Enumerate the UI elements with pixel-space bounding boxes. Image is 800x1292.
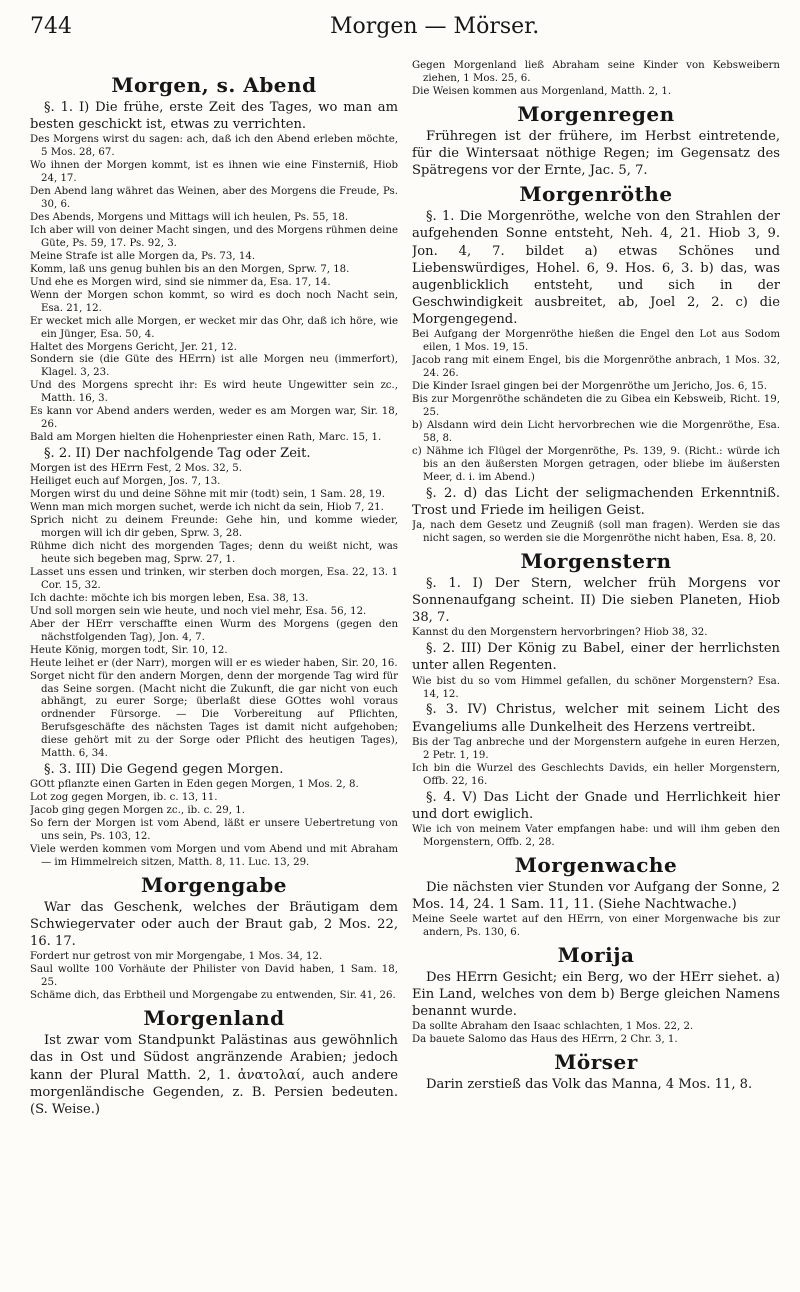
citation-line: Den Abend lang währet das Weinen, aber des Morgens die Freude, Ps. 30, 6. <box>30 186 398 211</box>
definition-paragraph: §. 2. III) Der König zu Babel, einer der herrlichsten unter allen Regenten. <box>412 641 780 674</box>
citation-line: GOtt pflanzte einen Garten in Eden gegen Morgen, 1 Mos. 2, 8. <box>30 779 359 791</box>
citation-line: Ich bin die Wurzel des Geschlechts Davids, ein heller Morgenstern, Offb. 22, 16. <box>412 762 780 787</box>
definition-paragraph: Darin zerstieß das Volk das Manna, 4 Mos. 11, 8. <box>426 1077 753 1093</box>
entry-title: Morgenstern <box>520 548 672 573</box>
citation-line: Fordert nur getrost von mir Morgengabe, 1 Mos. 34, 12. <box>30 951 323 963</box>
definition-paragraph: Des HErrn Gesicht; ein Berg, wo der HErr siehet. a) Ein Land, welches von dem b) Berge gleichen Namens benannt wurde. <box>412 969 780 1020</box>
citation-line: Heiliget euch auf Morgen, Jos. 7, 13. <box>30 476 221 488</box>
citation-line: So fern der Morgen ist vom Abend, läßt er unsere Uebertretung von uns sein, Ps. 103, 12. <box>30 818 398 843</box>
citation-line: Da bauete Salomo das Haus des HErrn, 2 Chr. 3, 1. <box>412 1034 678 1046</box>
definition-paragraph: Ist zwar vom Standpunkt Palästinas aus gewöhnlich das in Ost und Südost angränzende Arabien; jedoch kann der Plural Matth. 2, 1. ἀνατολαί, auch andere morgenländische Gegenden, z. B. Persien bedeuten. (S. Weise.) <box>30 1033 398 1117</box>
citation-line: Jacob rang mit einem Engel, bis die Morgenröthe anbrach, 1 Mos. 32, 24. 26. <box>412 355 780 380</box>
entry-title: Morgenröthe <box>519 182 673 207</box>
citation-line: Morgen ist des HErrn Fest, 2 Mos. 32, 5. <box>30 463 242 475</box>
citation-line: Bald am Morgen hielten die Hohenpriester einen Rath, Marc. 15, 1. <box>30 432 382 444</box>
citation-line: Des Abends, Morgens und Mittags will ich heulen, Ps. 55, 18. <box>30 212 349 223</box>
citation-line: Wo ihnen der Morgen kommt, ist es ihnen wie eine Finsterniß, Hiob 24, 17. <box>30 160 398 185</box>
citation-line: Viele werden kommen vom Morgen und vom Abend und mit Abraham — im Himmelreich sitzen, Matth. 8, 11. Luc. 13, 29. <box>30 844 398 869</box>
citation-line: Saul wollte 100 Vorhäute der Philister von David haben, 1 Sam. 18, 25. <box>30 964 398 989</box>
citation-line: Es kann vor Abend anders werden, weder es am Morgen war, Sir. 18, 26. <box>30 406 398 431</box>
entry-title: Morgenregen <box>517 101 675 126</box>
citation-line: Sorget nicht für den andern Morgen, denn der morgende Tag wird für das Seine sorgen. (Macht nicht die Zukunft, die gar nicht von euch abhängt, zu eurer Sorge; überlaßt diese GOttes wohl voraus ordnender Fürsorge. — Die Vorbereitung auf Pflichten, Berufsgeschäfte des nächsten Tages ist damit nicht aufgehoben; diese gehört mit zu der Sorge oder Pflicht des heutigen Tages), Matth. 6, 34. <box>30 670 398 760</box>
citation-line: Ja, nach dem Gesetz und Zeugniß (soll man fragen). Werden sie das nicht sagen, so werden sie die Morgenröthe nicht haben, Esa. 8, 20. <box>412 519 780 544</box>
citation-line: Sondern sie (die Güte des HErrn) ist alle Morgen neu (immerfort), Klagel. 3, 23. <box>30 354 398 379</box>
entry-title: Morija <box>557 942 635 967</box>
definition-paragraph: §. 1. Die Morgenröthe, welche von den Strahlen der aufgehenden Sonne entsteht, Neh. 4, 21. Hiob 3, 9. Jon. 4, 7. bildet a) etwas Schönes und Liebenswürdiges, Hohel. 6, 9. Hos. 6, 3. b) das, was augenblicklich entsteht, und sich in der Geschwindigkeit ausbreitet, ab, Joel 2, 2. c) die Morgengegend. <box>412 209 780 328</box>
definition-paragraph: §. 1. I) Die frühe, erste Zeit des Tages, wo man am besten geschickt ist, etwas zu verrichten. <box>30 100 398 133</box>
citation-line: Meine Strafe ist alle Morgen da, Ps. 73, 14. <box>30 250 256 262</box>
entry-title: Morgen, s. Abend <box>111 73 317 97</box>
citation-line: Bis zur Morgenröthe schändeten die zu Gibea ein Kebsweib, Richt. 19, 25. <box>412 394 780 418</box>
citation-line: Und des Morgens sprecht ihr: Es wird heute Ungewitter sein zc., Matth. 16, 3. <box>30 380 398 405</box>
citation-line: Kannst du den Morgenstern hervorbringen? Hiob 38, 32. <box>412 627 708 639</box>
citation-line: Die Weisen kommen aus Morgenland, Matth. 2, 1. <box>412 85 672 97</box>
citation-line: Wenn man mich morgen suchet, werde ich nicht da sein, Hiob 7, 21. <box>30 502 384 514</box>
citation-line: Heute leihet er (der Narr), morgen will er es wieder haben, Sir. 20, 16. <box>30 657 398 669</box>
citation-line: Morgen wirst du und deine Söhne mit mir (todt) sein, 1 Sam. 28, 19. <box>30 489 385 501</box>
citation-line: Die Kinder Israel gingen bei der Morgenröthe um Jericho, Jos. 6, 15. <box>412 381 768 393</box>
citation-line: Aber der HErr verschaffte einen Wurm des Morgens (gegen den nächstfolgenden Tag), Jon. 4, 7. <box>30 618 398 643</box>
citation-line: Sprich nicht zu deinem Freunde: Gehe hin, und komme wieder, morgen will ich dir geben, Sprw. 3, 28. <box>30 515 398 540</box>
entry-title: Morgenwache <box>514 852 678 877</box>
definition-paragraph: §. 3. III) Die Gegend gegen Morgen. <box>44 762 284 778</box>
entry-title: Mörser <box>554 1050 638 1075</box>
citation-line: Heute König, morgen todt, Sir. 10, 12. <box>30 644 228 656</box>
entry-title: Morgenland <box>143 1006 285 1031</box>
definition-paragraph: §. 3. IV) Christus, welcher mit seinem Licht des Evangeliums alle Dunkelheit des Herzens vertreibt. <box>412 702 780 735</box>
citation-line: Ich dachte: möchte ich bis morgen leben, Esa. 38, 13. <box>30 592 309 604</box>
citation-line: Schäme dich, das Erbtheil und Morgengabe zu entwenden, Sir. 41, 26. <box>30 990 396 1002</box>
running-title: Morgen — Mörser. <box>330 14 540 39</box>
definition-paragraph: Frühregen ist der frühere, im Herbst eintretende, für die Wintersaat nöthige Regen; im Gegensatz des Spätregens vor der Ernte, Jac. 5, 7. <box>412 128 780 179</box>
citation-line: Und soll morgen sein wie heute, und noch viel mehr, Esa. 56, 12. <box>30 605 367 617</box>
citation-line: Des Morgens wirst du sagen: ach, daß ich den Abend erleben möchte, 5 Mos. 28, 67. <box>30 134 398 159</box>
citation-line: Rühme dich nicht des morgenden Tages; denn du weißt nicht, was heute sich begeben mag, Sprw. 27, 1. <box>30 541 398 565</box>
citation-line: Haltet des Morgens Gericht, Jer. 21, 12. <box>30 341 237 353</box>
citation-line: Komm, laß uns genug buhlen bis an den Morgen, Sprw. 7, 18. <box>30 263 350 275</box>
definition-paragraph: §. 2. II) Der nachfolgende Tag oder Zeit. <box>44 446 311 462</box>
right-column <box>412 60 780 1270</box>
citation-line: b) Alsdann wird dein Licht hervorbrechen wie die Morgenröthe, Esa. 58, 8. <box>412 419 780 444</box>
definition-paragraph: Die nächsten vier Stunden vor Aufgang der Sonne, 2 Mos. 14, 24. 1 Sam. 11, 11. (Siehe Nachtwache.) <box>412 879 780 912</box>
citation-line: Wenn der Morgen schon kommt, so wird es doch noch Nacht sein, Esa. 21, 12. <box>30 289 398 314</box>
entry-title: Morgengabe <box>141 873 287 898</box>
citation-line: Und ehe es Morgen wird, sind sie nimmer da, Esa. 17, 14. <box>30 276 331 288</box>
citation-line: Gegen Morgenland ließ Abraham seine Kinder von Kebsweibern ziehen, 1 Mos. 25, 6. <box>412 60 780 84</box>
left-column <box>30 70 398 1280</box>
citation-line: Er wecket mich alle Morgen, er wecket mir das Ohr, daß ich höre, wie ein Jünger, Esa. 50, 4. <box>30 315 398 340</box>
running-head <box>30 14 780 44</box>
text-columns <box>30 60 780 1280</box>
page-number: 744 <box>30 14 72 39</box>
definition-paragraph: §. 2. d) das Licht der seligmachenden Erkenntniß. Trost und Friede im heiligen Geist. <box>412 485 780 518</box>
citation-line: Jacob ging gegen Morgen zc., ib. c. 29, 1. <box>30 805 245 817</box>
citation-line: Bis der Tag anbreche und der Morgenstern aufgehe in euren Herzen, 2 Petr. 1, 19. <box>412 736 780 761</box>
citation-line: Lot zog gegen Morgen, ib. c. 13, 11. <box>30 792 218 804</box>
citation-line: Bei Aufgang der Morgenröthe hießen die Engel den Lot aus Sodom eilen, 1 Mos. 19, 15. <box>412 329 780 354</box>
citation-line: Lasset uns essen und trinken, wir sterben doch morgen, Esa. 22, 13. 1 Cor. 15, 32. <box>30 566 398 591</box>
definition-paragraph: War das Geschenk, welches der Bräutigam dem Schwiegervater oder auch der Braut gab, 2 Mos. 22, 16. 17. <box>30 900 398 950</box>
citation-line: Wie ich von meinem Vater empfangen habe: und will ihm geben den Morgenstern, Offb. 2, 28. <box>412 823 780 848</box>
definition-paragraph: §. 4. V) Das Licht der Gnade und Herrlichkeit hier und dort ewiglich. <box>412 789 780 822</box>
citation-line: c) Nähme ich Flügel der Morgenröthe, Ps. 139, 9. (Richt.: würde ich bis an den äußersten Morgen getragen, oder bliebe im äußersten Meer, d. i. im Abend.) <box>412 445 780 483</box>
definition-paragraph: §. 1. I) Der Stern, welcher früh Morgens vor Sonnenaufgang scheint. II) Die sieben Planeten, Hiob 38, 7. <box>412 575 780 626</box>
citation-line: Da sollte Abraham den Isaac schlachten, 1 Mos. 22, 2. <box>412 1021 694 1033</box>
citation-line: Wie bist du so vom Himmel gefallen, du schöner Morgenstern? Esa. 14, 12. <box>412 675 780 700</box>
citation-line: Ich aber will von deiner Macht singen, und des Morgens rühmen deine Güte, Ps. 59, 17. Ps. 92, 3. <box>30 224 398 249</box>
citation-line: Meine Seele wartet auf den HErrn, von einer Morgenwache bis zur andern, Ps. 130, 6. <box>412 914 780 938</box>
